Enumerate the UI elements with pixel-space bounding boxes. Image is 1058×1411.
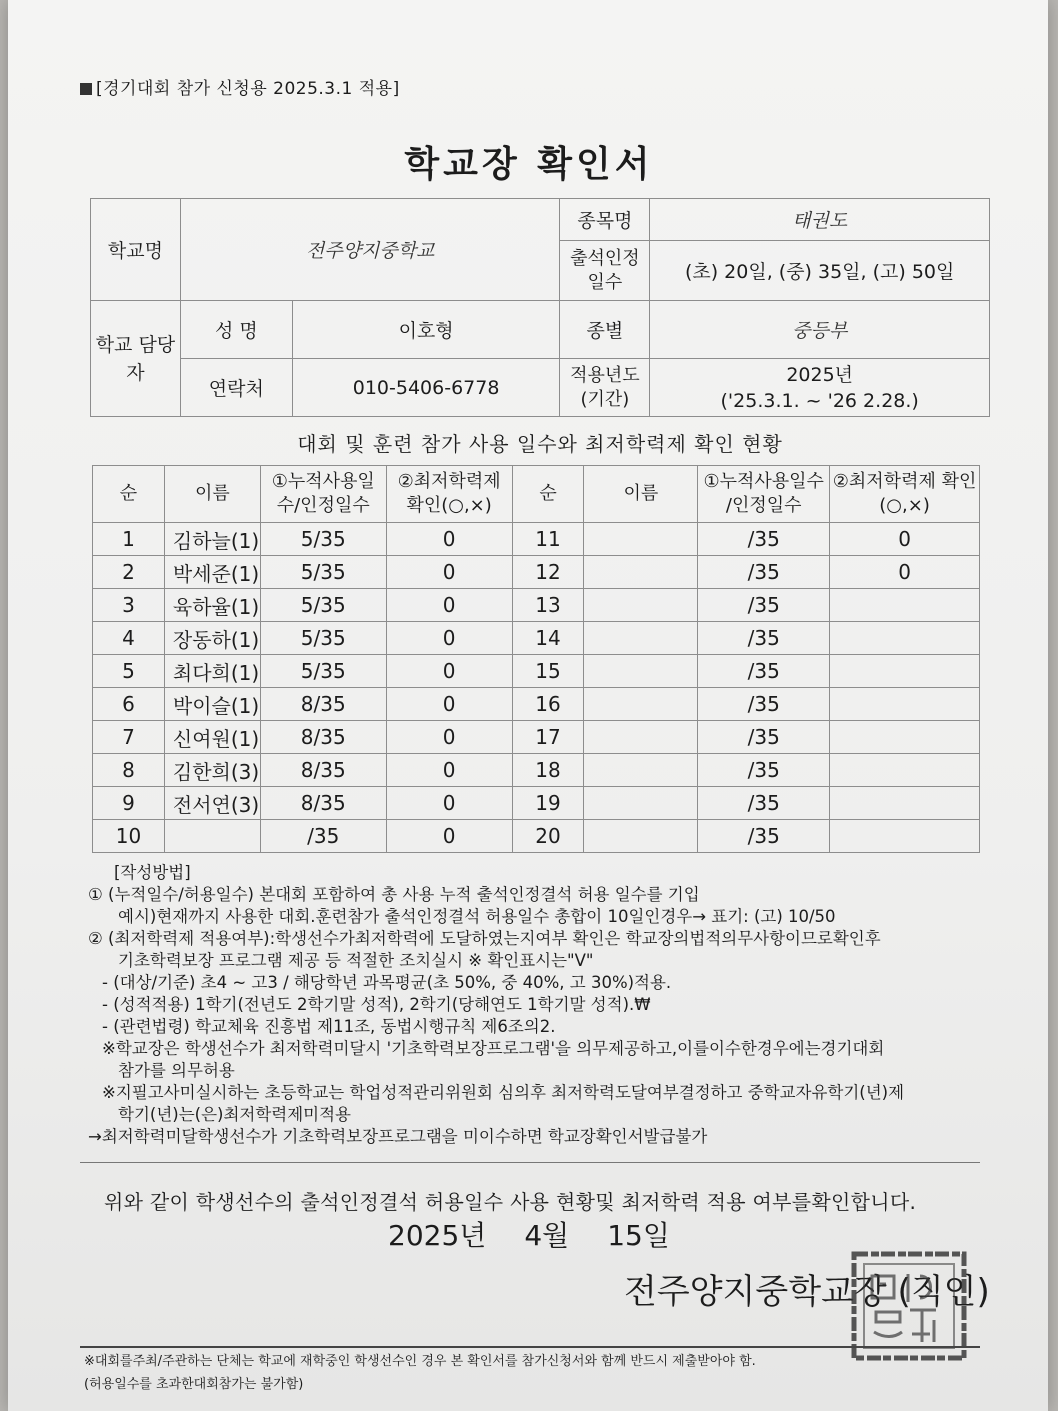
table-row (93, 754, 980, 787)
method-line: 예시)현재까지 사용한 대회.훈련참가 출석인정결석 허용일수 총합이 10일인경우→ 표기: (고) 10/50 (118, 907, 836, 926)
row-check-2 (830, 589, 980, 622)
row-days: 8/35 (260, 754, 386, 787)
row-name-2 (584, 820, 698, 853)
method-heading: [작성방법] (114, 863, 191, 882)
row-name: 신여원(1) (164, 721, 260, 754)
row-days-2: /35 (698, 655, 830, 688)
category-label: 종별 (560, 301, 650, 359)
footnote: ※대회를주최/주관하는 단체는 학교에 재학중인 학생선수인 경우 본 확인서를 참가신청서와 함께 반드시 제출받아야 함. (84, 1354, 756, 1369)
method-line: 학기(년)는(은)최저학력제미적용 (118, 1105, 351, 1124)
row-no: 5 (93, 655, 165, 688)
method-line: 참가를 의무허용 (118, 1061, 235, 1080)
school-label: 학교명 (91, 199, 181, 301)
row-no-2: 13 (512, 589, 584, 622)
header-no: 순 (93, 466, 165, 523)
method-line: ① (누적일수/허용일수) 본대회 포함하여 총 사용 누적 출석인정결석 허용 일수를 기입 (88, 885, 700, 904)
contact-label: 연락처 (180, 359, 292, 417)
row-name: 전서연(3) (164, 787, 260, 820)
name-label: 성 명 (180, 301, 292, 359)
row-check: 0 (386, 787, 512, 820)
school-value: 전주양지중학교 (180, 199, 560, 301)
row-no: 3 (93, 589, 165, 622)
table-row (93, 622, 980, 655)
header-note-text: [경기대회 참가 신청용 2025.3.1 적용] (96, 79, 400, 99)
category-value: 중등부 (650, 301, 990, 359)
row-no-2: 16 (512, 688, 584, 721)
row-check-2 (830, 721, 980, 754)
row-name-2 (584, 523, 698, 556)
school-info-table (90, 198, 990, 417)
method-line: 기초학력보장 프로그램 제공 등 적절한 조치실시 ※ 확인표시는"V" (118, 951, 594, 970)
year-label: 적용년도 (기간) (560, 359, 650, 417)
table-row (93, 688, 980, 721)
table-row (93, 556, 980, 589)
writing-method (88, 862, 988, 1148)
row-no-2: 14 (512, 622, 584, 655)
usage-title: 대회 및 훈련 참가 사용 일수와 최저학력제 확인 현황 (297, 432, 783, 456)
row-no-2: 17 (512, 721, 584, 754)
name-value: 이호형 (292, 301, 560, 359)
event-label: 종목명 (560, 199, 650, 241)
row-no: 2 (93, 556, 165, 589)
row-check: 0 (386, 589, 512, 622)
document-title: 학교장 확인서 (404, 144, 654, 185)
row-check-2 (830, 688, 980, 721)
bullet-square (80, 83, 92, 95)
row-days: 5/35 (260, 622, 386, 655)
row-days: 5/35 (260, 589, 386, 622)
row-days: /35 (260, 820, 386, 853)
row-no-2: 11 (512, 523, 584, 556)
row-name: 박이슬(1) (164, 688, 260, 721)
row-check-2 (830, 787, 980, 820)
row-days-2: /35 (698, 787, 830, 820)
row-check: 0 (386, 556, 512, 589)
row-name-2 (584, 787, 698, 820)
row-days-2: /35 (698, 589, 830, 622)
row-check: 0 (386, 754, 512, 787)
attendance-label: 출석인정 일수 (560, 241, 650, 301)
row-no: 7 (93, 721, 165, 754)
row-days-2: /35 (698, 721, 830, 754)
row-no: 1 (93, 523, 165, 556)
row-days-2: /35 (698, 556, 830, 589)
row-no: 8 (93, 754, 165, 787)
issue-date (388, 1214, 708, 1254)
method-line: - (관련법령) 학교체육 진흥법 제11조, 동법시행규칙 제6조의2. (102, 1017, 556, 1036)
divider (80, 1162, 980, 1163)
header-check: ②최저학력제 확인(○,×) (386, 466, 512, 523)
row-check: 0 (386, 655, 512, 688)
row-no: 9 (93, 787, 165, 820)
manager-label: 학교 담당자 (91, 301, 181, 417)
year-cell (650, 359, 990, 417)
method-line: ※학교장은 학생선수가 최저학력미달시 '기초학력보장프로그램'을 의무제공하고,이를이수한경우에는경기대회 (102, 1039, 885, 1058)
row-days-2: /35 (698, 754, 830, 787)
method-line: ※지필고사미실시하는 초등학교는 학업성적관리위원회 심의후 최저학력도달여부결정하고 중학교자유학기(년)제 (102, 1083, 905, 1102)
row-check-2 (830, 754, 980, 787)
row-name: 김하늘(1) (164, 523, 260, 556)
row-check: 0 (386, 820, 512, 853)
date-day: 15일 (607, 1219, 670, 1252)
row-days-2: /35 (698, 523, 830, 556)
contact-value: 010-5406-6778 (292, 359, 560, 417)
row-days: 5/35 (260, 655, 386, 688)
row-no-2: 12 (512, 556, 584, 589)
row-name-2 (584, 688, 698, 721)
row-check: 0 (386, 721, 512, 754)
table-row (93, 589, 980, 622)
row-name-2 (584, 556, 698, 589)
row-name: 장동하(1) (164, 622, 260, 655)
row-no-2: 15 (512, 655, 584, 688)
row-no: 10 (93, 820, 165, 853)
row-name: 박세준(1) (164, 556, 260, 589)
header-name-2: 이름 (584, 466, 698, 523)
header-days: ①누적사용일 수/인정일수 (260, 466, 386, 523)
usage-table (92, 465, 980, 853)
row-days: 8/35 (260, 787, 386, 820)
row-name: 김한희(3) (164, 754, 260, 787)
row-name: 최다희(1) (164, 655, 260, 688)
header-note (80, 74, 400, 99)
footer-divider (80, 1346, 980, 1348)
table-row (93, 787, 980, 820)
row-check-2 (830, 820, 980, 853)
row-check: 0 (386, 688, 512, 721)
row-name-2 (584, 655, 698, 688)
row-days: 8/35 (260, 721, 386, 754)
principal-signature: 전주양지중학교장 (직인) (624, 1272, 990, 1312)
method-line: - (대상/기준) 초4 ~ 고3 / 해당학년 과목평균(초 50%, 중 40%, 고 30%)적용. (102, 973, 672, 992)
footnote: (허용일수를 초과한대회참가는 불가함) (84, 1377, 304, 1392)
header-name: 이름 (164, 466, 260, 523)
row-check-2: 0 (830, 523, 980, 556)
row-days: 5/35 (260, 556, 386, 589)
row-check: 0 (386, 523, 512, 556)
row-name-2 (584, 589, 698, 622)
method-line: - (성적적용) 1학기(전년도 2학기말 성적), 2학기(당해연도 1학기말 성적).₩ (102, 995, 651, 1014)
row-check: 0 (386, 622, 512, 655)
usage-header-row (93, 466, 980, 523)
row-check-2: 0 (830, 556, 980, 589)
row-days-2: /35 (698, 688, 830, 721)
row-check-2 (830, 622, 980, 655)
row-no-2: 20 (512, 820, 584, 853)
row-days: 8/35 (260, 688, 386, 721)
row-no: 6 (93, 688, 165, 721)
year-value: 2025년 (786, 363, 854, 386)
row-days: 5/35 (260, 523, 386, 556)
method-line: →최저학력미달학생선수가 기초학력보장프로그램을 미이수하면 학교장확인서발급불가 (88, 1127, 708, 1146)
row-name: 육하율(1) (164, 589, 260, 622)
table-row (93, 820, 980, 853)
period-value: ('25.3.1. ~ '26 2.28.) (720, 389, 919, 412)
row-days-2: /35 (698, 622, 830, 655)
table-row (93, 655, 980, 688)
table-row (93, 523, 980, 556)
row-days-2: /35 (698, 820, 830, 853)
row-no-2: 19 (512, 787, 584, 820)
row-check-2 (830, 655, 980, 688)
row-no: 4 (93, 622, 165, 655)
header-days-2: ①누적사용일수 /인정일수 (698, 466, 830, 523)
row-name-2 (584, 721, 698, 754)
confirm-statement: 위와 같이 학생선수의 출석인정결석 허용일수 사용 현황및 최저학력 적용 여부를확인합니다. (104, 1190, 917, 1214)
date-year: 2025년 (388, 1219, 487, 1252)
event-value: 태권도 (650, 199, 990, 241)
row-name-2 (584, 754, 698, 787)
row-name (164, 820, 260, 853)
row-no-2: 18 (512, 754, 584, 787)
header-no-2: 순 (512, 466, 584, 523)
attendance-value: (초) 20일, (중) 35일, (고) 50일 (650, 241, 990, 301)
date-month: 4월 (524, 1219, 570, 1252)
table-row (93, 721, 980, 754)
method-line: ② (최저학력제 적용여부):학생선수가최저학력에 도달하였는지여부 확인은 학교장의법적의무사항이므로확인후 (88, 929, 881, 948)
header-check-2: ②최저학력제 확인(○,×) (830, 466, 980, 523)
row-name-2 (584, 622, 698, 655)
